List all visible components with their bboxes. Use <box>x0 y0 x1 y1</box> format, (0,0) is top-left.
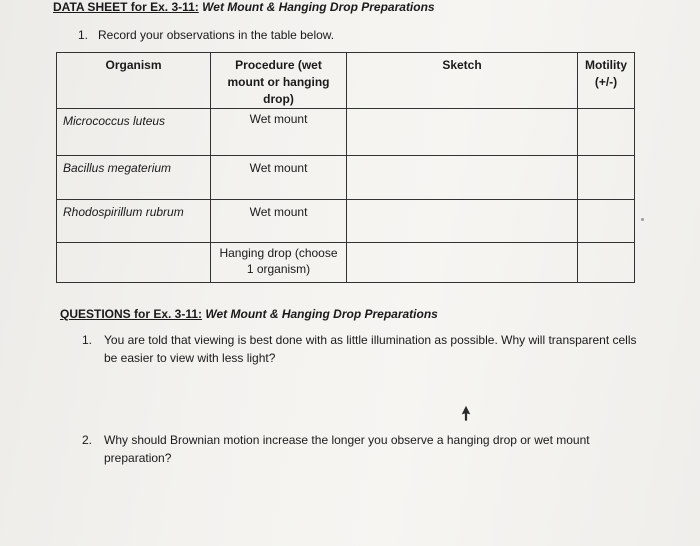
table-row <box>57 156 635 200</box>
table-header-row <box>57 53 635 109</box>
header-motility: Motility (+/-) <box>585 58 627 89</box>
questions-heading-prefix: QUESTIONS for Ex. 3-11: <box>60 307 203 321</box>
procedure-text: Wet mount <box>249 205 308 219</box>
organism-name: Rhodospirillum rubrum <box>63 205 184 219</box>
organism-cell[interactable] <box>57 109 211 156</box>
organism-cell[interactable] <box>57 243 211 283</box>
organism-name: Micrococcus luteus <box>63 114 166 128</box>
header-sketch: Sketch <box>442 58 482 72</box>
page-title-text: Wet Mount & Hanging Drop Preparations <box>202 0 435 14</box>
procedure-text: Wet mount <box>249 161 308 175</box>
table-row <box>57 109 635 156</box>
page-title-prefix: DATA SHEET for Ex. 3-11: <box>53 0 199 14</box>
mouse-pointer-icon <box>459 404 473 422</box>
organism-cell[interactable] <box>57 156 211 200</box>
motility-cell[interactable] <box>578 243 635 283</box>
header-motility-cell <box>578 53 635 109</box>
question-text: You are told that viewing is best done with as little illumination as possible. Why will transparent cells be easier to view with less light? <box>104 333 637 365</box>
organism-name: Bacillus megaterium <box>63 161 172 175</box>
sketch-cell[interactable] <box>347 243 578 283</box>
procedure-cell <box>211 156 347 200</box>
header-procedure: Procedure (wet mount or hanging drop) <box>227 58 330 106</box>
procedure-cell <box>211 243 347 283</box>
procedure-text: Hanging drop (choose 1 organism) <box>219 246 338 276</box>
questions-heading <box>60 307 438 321</box>
motility-cell[interactable] <box>578 156 635 200</box>
procedure-cell <box>211 109 347 156</box>
question-item <box>82 431 642 467</box>
header-sketch-cell <box>347 53 578 109</box>
instruction-text: Record your observations in the table below. <box>98 28 335 42</box>
sketch-cell[interactable] <box>347 200 578 243</box>
instruction <box>78 28 334 42</box>
procedure-text: Wet mount <box>249 112 308 126</box>
question-text: Why should Brownian motion increase the longer you observe a hanging drop or wet mount preparation? <box>104 433 590 465</box>
sketch-cell[interactable] <box>347 156 578 200</box>
procedure-cell <box>211 200 347 243</box>
table-row <box>57 200 635 243</box>
table-row <box>57 243 635 283</box>
header-procedure-cell <box>211 53 347 109</box>
page-title <box>53 0 435 14</box>
header-organism: Organism <box>105 58 162 72</box>
motility-cell[interactable] <box>578 200 635 243</box>
question-number: 2. <box>82 433 93 447</box>
speck-mark <box>641 218 644 221</box>
organism-name <box>57 243 210 248</box>
instruction-number: 1. <box>78 28 89 42</box>
observation-table <box>56 52 635 283</box>
question-number: 1. <box>82 333 93 347</box>
motility-cell[interactable] <box>578 109 635 156</box>
organism-cell[interactable] <box>57 200 211 243</box>
questions-heading-title: Wet Mount & Hanging Drop Preparations <box>205 307 438 321</box>
question-item <box>82 331 642 367</box>
header-organism-cell <box>57 53 211 109</box>
sketch-cell[interactable] <box>347 109 578 156</box>
